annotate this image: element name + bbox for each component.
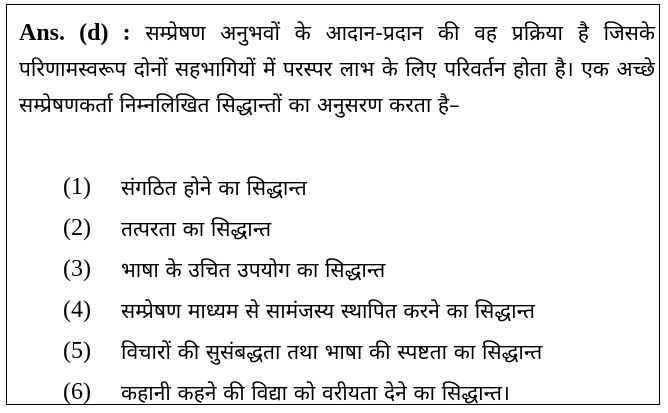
item-number: (6) bbox=[63, 379, 91, 405]
item-number: (2) bbox=[63, 215, 91, 241]
item-text: तत्परता का सिद्धान्त bbox=[121, 216, 272, 241]
item-number: (5) bbox=[63, 338, 91, 364]
answer-intro bbox=[19, 15, 655, 123]
principles-list bbox=[63, 167, 542, 413]
list-item bbox=[63, 290, 542, 331]
item-text: सम्प्रेषण माध्यम से सामंजस्य स्थापित करने का सिद्धान्त bbox=[121, 298, 536, 323]
answer-intro-text: सम्प्रेषण अनुभवों के आदान-प्रदान की वह प्रक्रिया है जिसके परिणामस्वरूप दोनों सहभागियों में परस्पर लाभ के लिए परिवर्तन होता है। एक अच्छे सम्प्रेषणकर्ता निम्नलिखित सिद्धान्तों का अनुसरण करता है– bbox=[19, 21, 655, 117]
list-item bbox=[63, 208, 542, 249]
item-number: (1) bbox=[63, 174, 91, 200]
item-text: कहानी कहने की विद्या को वरीयता देने का सिद्धान्त। bbox=[121, 380, 510, 405]
item-number: (3) bbox=[63, 256, 91, 282]
answer-label: Ans. (d) : bbox=[19, 20, 131, 46]
item-text: भाषा के उचित उपयोग का सिद्धान्त bbox=[121, 257, 386, 282]
item-text: संगठित होने का सिद्धान्त bbox=[121, 175, 307, 200]
list-item bbox=[63, 372, 542, 413]
item-number: (4) bbox=[63, 297, 91, 323]
list-item bbox=[63, 331, 542, 372]
answer-box bbox=[6, 4, 660, 405]
item-text: विचारों की सुसंबद्धता तथा भाषा की स्पष्टता का सिद्धान्त bbox=[121, 339, 543, 364]
list-item bbox=[63, 167, 542, 208]
list-item bbox=[63, 249, 542, 290]
